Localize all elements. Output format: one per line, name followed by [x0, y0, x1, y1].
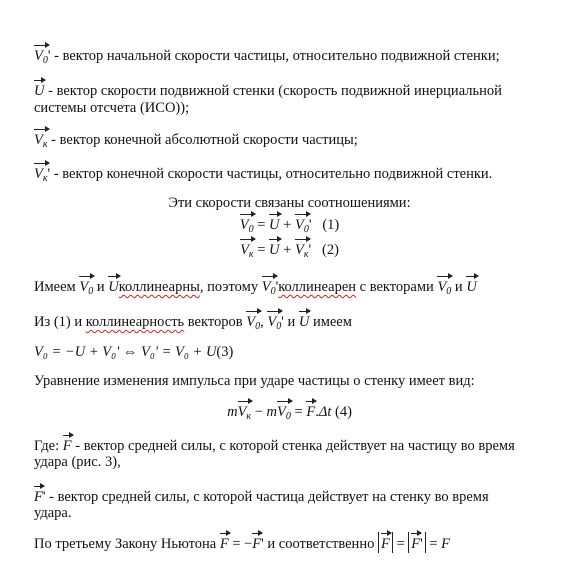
- from-eq-statement: Из (1) и коллинеарность векторов $V_0$, $V_0'$ и U имеем: [34, 310, 352, 336]
- equation-2: $V_к = U + V_к'$ (2): [0, 238, 579, 264]
- equation-1-number: (1): [322, 217, 340, 233]
- def-vk-prime-text: - вектор конечной скорости частицы, относительно подвижной стенки.: [50, 166, 493, 182]
- def-u-cont: системы отсчета (ИСО));: [34, 100, 190, 116]
- def-vk: [34, 128, 358, 154]
- equation-3-body: V₀ = −U + V₀' ⇔ V₀' = V₀ + U: [34, 344, 217, 360]
- newton-statement: По третьему Закону Ньютона F = −F' и соответственно F = F' = F: [34, 532, 450, 553]
- where-f: Где: F - вектор средней силы, с которой стенка действует на частицу во время: [34, 434, 515, 455]
- equation-4: $mV_к - mV_0 = F.\Delta t$ (4): [0, 400, 579, 426]
- spellcheck-word: коллинеарны: [118, 279, 200, 295]
- spellcheck-word: коллинеарен: [278, 279, 357, 295]
- momentum-intro: Уравнение изменения импульса при ударе частицы о стенку имеет вид:: [34, 373, 475, 389]
- where-f-cont: удара (рис. 3),: [34, 454, 121, 470]
- def-u-text-1: - вектор скорости подвижной стенки (скорость подвижной инерциальной: [44, 83, 502, 99]
- vk-prime-symbol: $V_к$: [34, 162, 48, 188]
- equation-4-number: (4): [334, 404, 352, 420]
- def-v0-prime-text: - вектор начальной скорости частицы, относительно подвижной стенки;: [50, 48, 500, 64]
- def-vk-text: - вектор конечной абсолютной скорости частицы;: [47, 132, 358, 148]
- equation-3: [34, 343, 233, 361]
- def-vk-prime: $V_к'$ - вектор конечной скорости частицы, относительно подвижной стенки.: [34, 162, 492, 188]
- def-u: [34, 79, 502, 100]
- u-symbol: U: [34, 79, 44, 100]
- collinear-statement: Имеем $V_0$ и Uколлинеарны, поэтому $V_0'коллинеарен$ с векторами $V_0$ и U: [34, 275, 477, 301]
- def-f-prime: F' - вектор средней силы, с которой частица действует на стенку во время: [34, 485, 489, 506]
- v0-prime-symbol: $V_0$: [34, 44, 48, 70]
- relations-intro: Эти скорости связаны соотношениями:: [168, 195, 411, 211]
- def-f-prime-cont: удара.: [34, 505, 72, 521]
- spellcheck-word: коллинеарность: [85, 314, 185, 330]
- equation-2-number: (2): [322, 242, 339, 258]
- def-v0-prime: $V_0'$ - вектор начальной скорости частицы, относительно подвижной стенки;: [34, 44, 500, 70]
- equation-1: $V_0 = U + V_0'$ (1): [0, 213, 579, 239]
- equation-3-number: (3): [216, 344, 234, 360]
- vk-symbol: $V_к$: [34, 128, 48, 154]
